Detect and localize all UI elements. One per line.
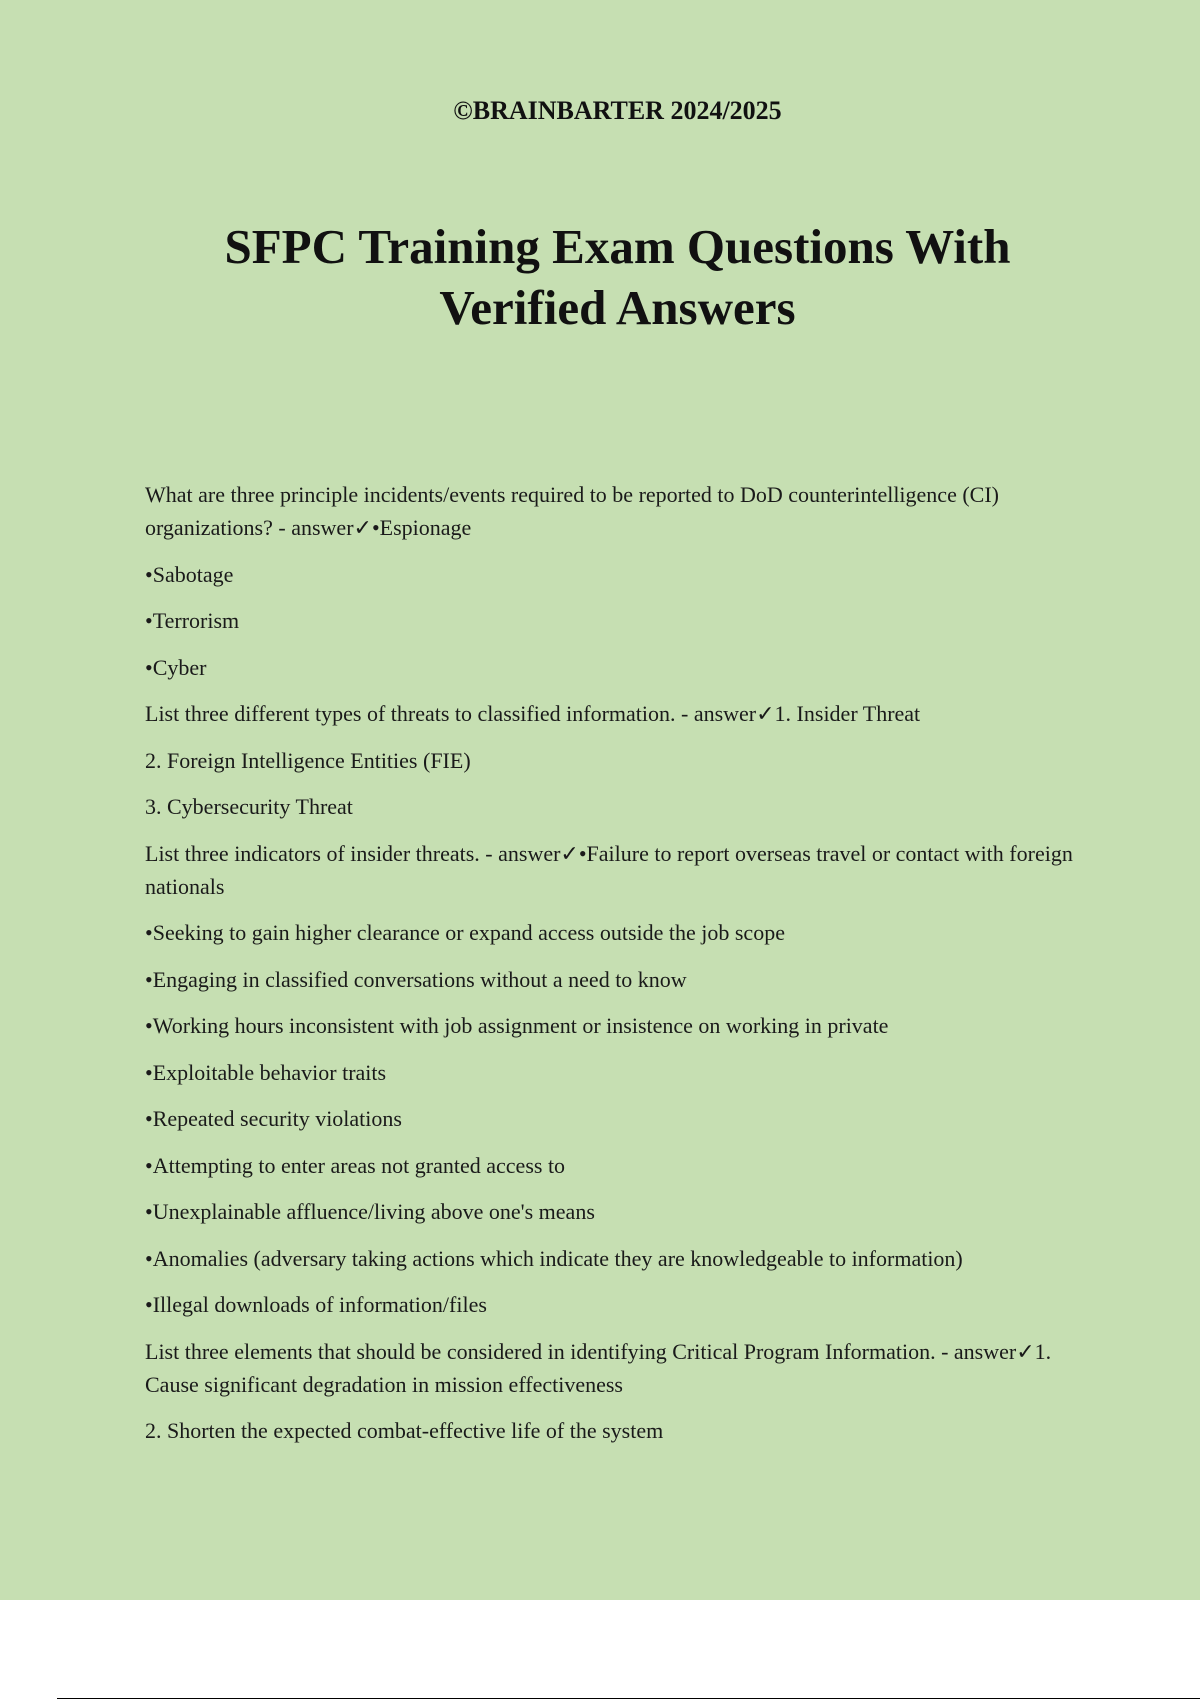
list-item: •Repeated security violations (145, 1106, 402, 1131)
list-item: •Attempting to enter areas not granted access to (145, 1152, 566, 1178)
document-body (145, 478, 1095, 1461)
list-item: •Engaging in classified conversations without a need to know (145, 966, 687, 992)
paragraph-question-2: List three different types of threats to classified information. - answer✓1. Insider Threat (145, 701, 921, 726)
paragraph-question-1: What are three principle incidents/events required to be reported to DoD counterintelligence (CI) organizations? - answer✓•Espionage (145, 482, 999, 540)
list-item: •Anomalies (adversary taking actions which indicate they are knowledgeable to information) (145, 1245, 963, 1271)
list-item: 2. Foreign Intelligence Entities (FIE) (145, 747, 471, 773)
paragraph-question-4: List three elements that should be considered in identifying Critical Program Information. - answer✓1. Cause significant degradation in mission effectiveness (145, 1338, 1052, 1397)
list-item: •Terrorism (145, 608, 240, 633)
list-item: •Illegal downloads of information/files (145, 1292, 487, 1317)
list-item: •Exploitable behavior traits (145, 1059, 387, 1085)
list-item: 2. Shorten the expected combat-effective life of the system (145, 1418, 664, 1443)
list-item: •Unexplainable affluence/living above one's means (145, 1199, 595, 1224)
list-item: 3. Cybersecurity Threat (145, 794, 353, 819)
footer-rule (57, 1698, 1200, 1699)
list-item: •Working hours inconsistent with job assignment or insistence on working in private (145, 1013, 889, 1038)
document-title: SFPC Training Exam Questions With Verified Answers (224, 219, 1011, 335)
list-item: •Sabotage (145, 561, 234, 587)
paragraph-question-3: List three indicators of insider threats. - answer✓•Failure to report overseas travel or contact with foreign nationals (145, 840, 1073, 899)
list-item: •Seeking to gain higher clearance or expand access outside the job scope (145, 920, 785, 945)
copyright-header: ©BRAINBARTER 2024/2025 (453, 96, 782, 125)
list-item: •Cyber (145, 654, 207, 680)
